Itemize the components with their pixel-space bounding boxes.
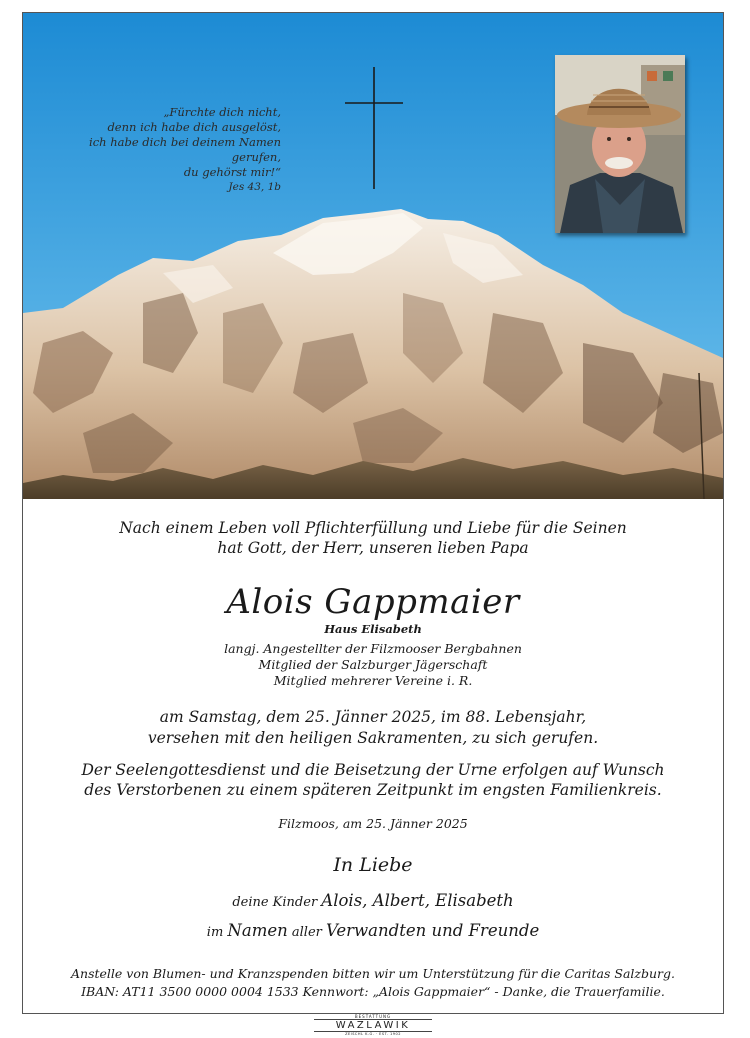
funeral-home-logo (314, 1014, 432, 1036)
obituary-card (22, 12, 724, 1014)
logo-top-text: BESTATTUNG (354, 1014, 392, 1019)
deceased-name: Alois Gappmaier (226, 582, 520, 622)
verse-reference: Jes 43, 1b (228, 181, 281, 193)
relatives-part: im (206, 925, 224, 940)
donation-notice (23, 965, 723, 1001)
children-names: Alois, Albert, Elisabeth (321, 891, 514, 910)
verse-line: du gehörst mir!“ (183, 165, 281, 179)
intro-line: hat Gott, der Herr, unseren lieben Papa (217, 539, 529, 557)
service-line: Der Seelengottesdienst und die Beisetzung der Urne erfolgen auf Wunsch (81, 761, 665, 779)
roles-list (23, 641, 723, 689)
relatives-line (23, 921, 723, 940)
logo-bottom-text: ZEISCHL K.G. · EST. 1902 (345, 1032, 401, 1036)
house-name: Haus Elisabeth (324, 622, 422, 636)
service-line: des Verstorbenen zu einem späteren Zeitpunkt im engsten Familienkreis. (84, 781, 662, 799)
in-liebe-heading: In Liebe (333, 854, 413, 876)
logo-brand: WAZLAWIK (314, 1019, 432, 1032)
intro-text (23, 518, 723, 558)
verse-line: „Fürchte dich nicht, (163, 105, 281, 119)
relatives-part: aller (291, 925, 322, 940)
role-item: langj. Angestellter der Filzmooser Bergbahnen (224, 641, 522, 656)
death-line: versehen mit den heiligen Sakramenten, zu sich gerufen. (147, 729, 599, 747)
bible-verse (81, 105, 281, 195)
service-notice (23, 760, 723, 800)
relatives-part: Verwandten und Freunde (326, 921, 540, 940)
donation-line: IBAN: AT11 3500 0000 0004 1533 Kennwort: „Alois Gappmaier“ - Danke, die Trauerfamilie. (81, 984, 665, 999)
place-date: Filzmoos, am 25. Jänner 2025 (278, 816, 468, 831)
portrait-photo (555, 55, 685, 233)
death-notice (23, 707, 723, 749)
verse-line: ich habe dich bei deinem Namen gerufen, (89, 135, 281, 164)
intro-line: Nach einem Leben voll Pflichterfüllung und Liebe für die Seinen (119, 519, 627, 537)
verse-line: denn ich habe dich ausgelöst, (107, 120, 281, 134)
donation-line: Anstelle von Blumen- und Kranzspenden bitten wir um Unterstützung für die Caritas Salzburg. (71, 966, 675, 981)
role-item: Mitglied der Salzburger Jägerschaft (258, 657, 488, 672)
family-prefix: deine Kinder (232, 895, 318, 910)
role-item: Mitglied mehrerer Vereine i. R. (273, 673, 473, 688)
family-line (23, 891, 723, 910)
cross-icon (345, 67, 403, 191)
death-line: am Samstag, dem 25. Jänner 2025, im 88. Lebensjahr, (159, 708, 587, 726)
relatives-part: Namen (227, 921, 288, 940)
